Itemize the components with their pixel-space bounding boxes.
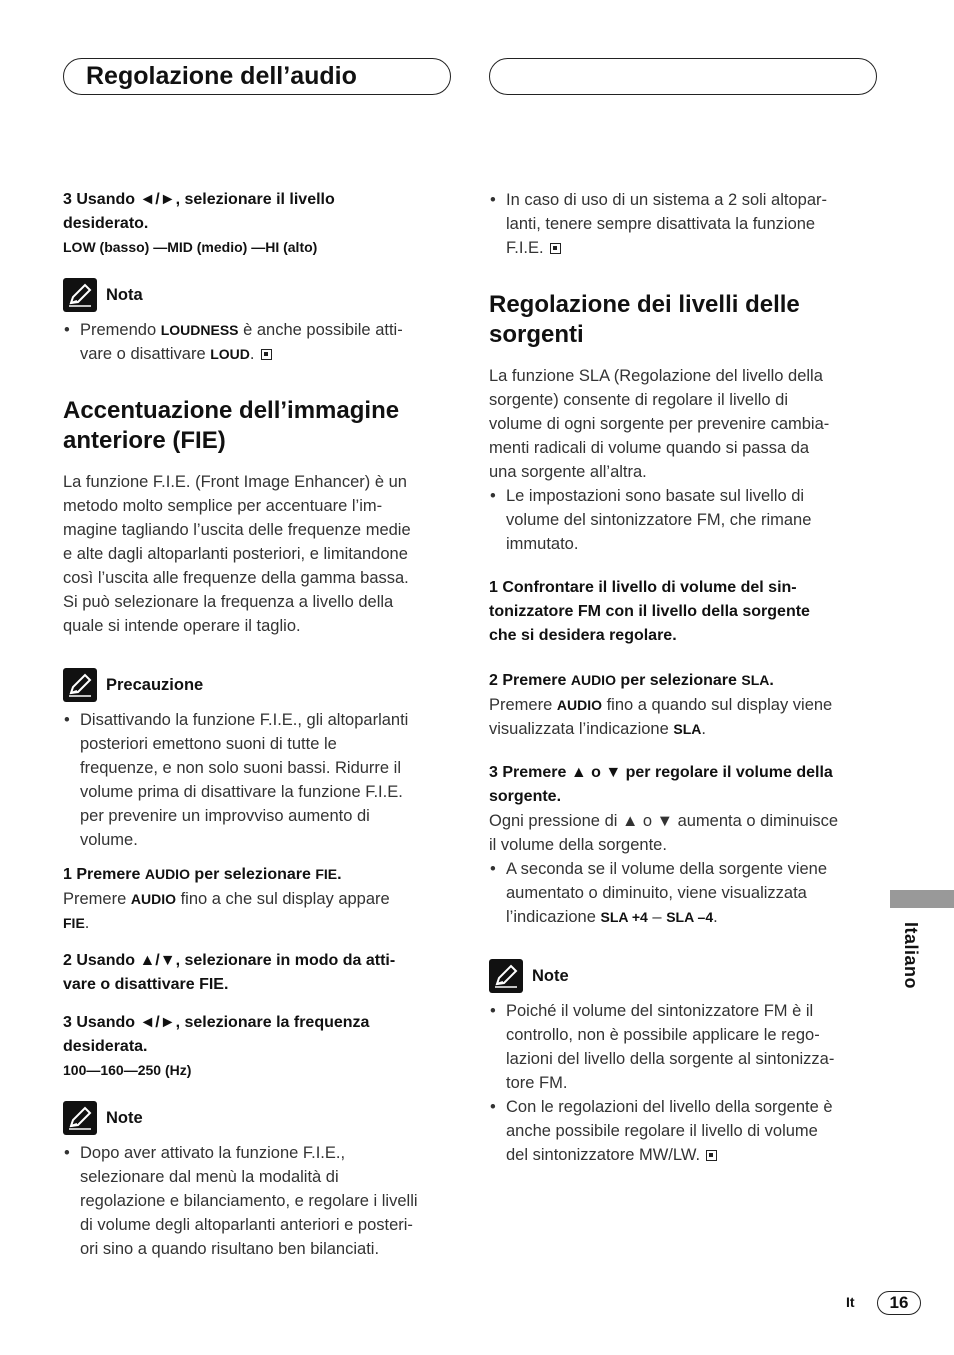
page-title: Regolazione dell’audio — [86, 62, 357, 90]
sla-heading-1: Regolazione dei livelli delle — [489, 291, 800, 318]
fie-step-1-title: 1 Premere AUDIO per selezionare FIE. — [63, 866, 342, 883]
fie-paragraph: La funzione F.I.E. (Front Image Enhancer) è un metodo molto semplice per accentuare l’im- magine tagliando l’uscita delle frequenze medie e alte dagli altoparlanti posteriori, e limitandone così l’uscita alle frequenze della gamma bassa. Si può selezionare la frequenza a livello della quale si intende operare il taglio. — [63, 473, 411, 635]
note-bullet-right-2: • Con le regolazioni del livello della sorgente è anche possibile regolare il livello di volume del sintonizzatore MW/LW. — [489, 1095, 879, 1167]
right-column — [489, 188, 879, 1167]
pencil-note-icon — [63, 668, 97, 702]
nota-bullet: • Premendo LOUDNESS è anche possibile atti- vare o disattivare LOUD. — [63, 318, 453, 366]
end-square-icon — [550, 243, 561, 254]
nota-header — [63, 278, 453, 312]
page-number: 16 — [877, 1291, 921, 1315]
pencil-note-icon — [63, 278, 97, 312]
fie-step-1-text: Premere AUDIO fino a che sul display appare FIE. — [63, 890, 390, 932]
sla-step-3-text: Ogni pressione di ▲ o ▼ aumenta o diminuisce il volume della sorgente. — [489, 812, 839, 854]
level-options: LOW (basso) —MID (medio) —HI (alto) — [63, 239, 318, 255]
header-title-box — [63, 58, 451, 95]
fie-step-2-title-2: vare o disattivare FIE. — [63, 976, 229, 993]
sla-heading-2: sorgenti — [489, 321, 584, 348]
note-header-right — [489, 959, 879, 993]
sla-step-3-bullet: • A seconda se il volume della sorgente viene aumentato o diminuito, viene visualizzata l’indicazione SLA +4 – SLA –4. — [489, 857, 879, 929]
precauzione-label: Precauzione — [106, 675, 204, 694]
sla-step-1-title: 1 Confrontare il livello di volume del sin- tonizzatore FM con il livello della sorgente che si desidera regolare. — [489, 579, 810, 644]
sla-step-3-title-2: sorgente. — [489, 788, 562, 805]
header-empty-box — [489, 58, 877, 95]
fie-step-3-title-1: 3 Usando ◄/►, selezionare la frequenza — [63, 1014, 370, 1031]
sla-step-3-title-1: 3 Premere ▲ o ▼ per regolare il volume della — [489, 764, 833, 781]
two-speaker-bullet: • In caso di uso di un sistema a 2 soli altopar- lanti, tenere sempre disattivata la funzione F.I.E. — [489, 188, 879, 260]
fie-step-2-title-1: 2 Usando ▲/▼, selezionare in modo da atti- — [63, 952, 396, 969]
frequency-options: 100—160—250 (Hz) — [63, 1062, 192, 1078]
pencil-note-icon — [63, 1101, 97, 1135]
step-3-level-title-2: desiderato. — [63, 215, 149, 232]
note-bullet-right-1: • Poiché il volume del sintonizzatore FM è il controllo, non è possibile applicare le rego- lazioni del livello della sorgente al sintonizza- tore FM. — [489, 999, 879, 1095]
sla-step-2-title: 2 Premere AUDIO per selezionare SLA. — [489, 672, 774, 689]
note-label-right: Note — [532, 966, 569, 985]
end-square-icon — [706, 1150, 717, 1161]
sla-step-2-text: Premere AUDIO fino a quando sul display viene visualizzata l’indicazione SLA. — [489, 696, 833, 738]
note-header-left — [63, 1101, 453, 1135]
sla-paragraph: La funzione SLA (Regolazione del livello della sorgente) consente di regolare il livello di volume di ogni sorgente per prevenire cambia- menti radicali di volume quando si passa da una sorgente all’altra. — [489, 367, 830, 481]
step-3-level-title-1: 3 Usando ◄/►, selezionare il livello — [63, 191, 335, 208]
precauzione-bullet: • Disattivando la funzione F.I.E., gli altoparlanti posteriori emettono suoni di tutte le frequenze, e non solo suoni bassi. Ridurre il volume prima di disattivare la funzione F.I.E. per prevenire un improvviso aumento di volume. — [63, 708, 453, 852]
precauzione-header — [63, 668, 453, 702]
fie-heading-1: Accentuazione dell’immagine — [63, 397, 400, 424]
footer-language: It — [846, 1294, 855, 1310]
pencil-note-icon — [489, 959, 523, 993]
side-tab-bar — [890, 890, 954, 908]
nota-label: Nota — [106, 285, 143, 304]
fie-heading-2: anteriore (FIE) — [63, 427, 226, 454]
end-square-icon — [261, 349, 272, 360]
note-bullet-left: • Dopo aver attivato la funzione F.I.E., selezionare dal menù la modalità di regolazione e bilanciamento, e regolare i livelli di volume degli altoparlanti anteriori e posteri- ori sino a quando risultano ben bilanciati. — [63, 1141, 453, 1261]
fie-step-3-title-2: desiderata. — [63, 1038, 148, 1055]
left-column — [63, 188, 453, 1261]
side-language-label: Italiano — [901, 922, 921, 990]
sla-bullet: • Le impostazioni sono basate sul livello di volume del sintonizzatore FM, che rimane immutato. — [489, 484, 879, 556]
note-label-left: Note — [106, 1108, 143, 1127]
